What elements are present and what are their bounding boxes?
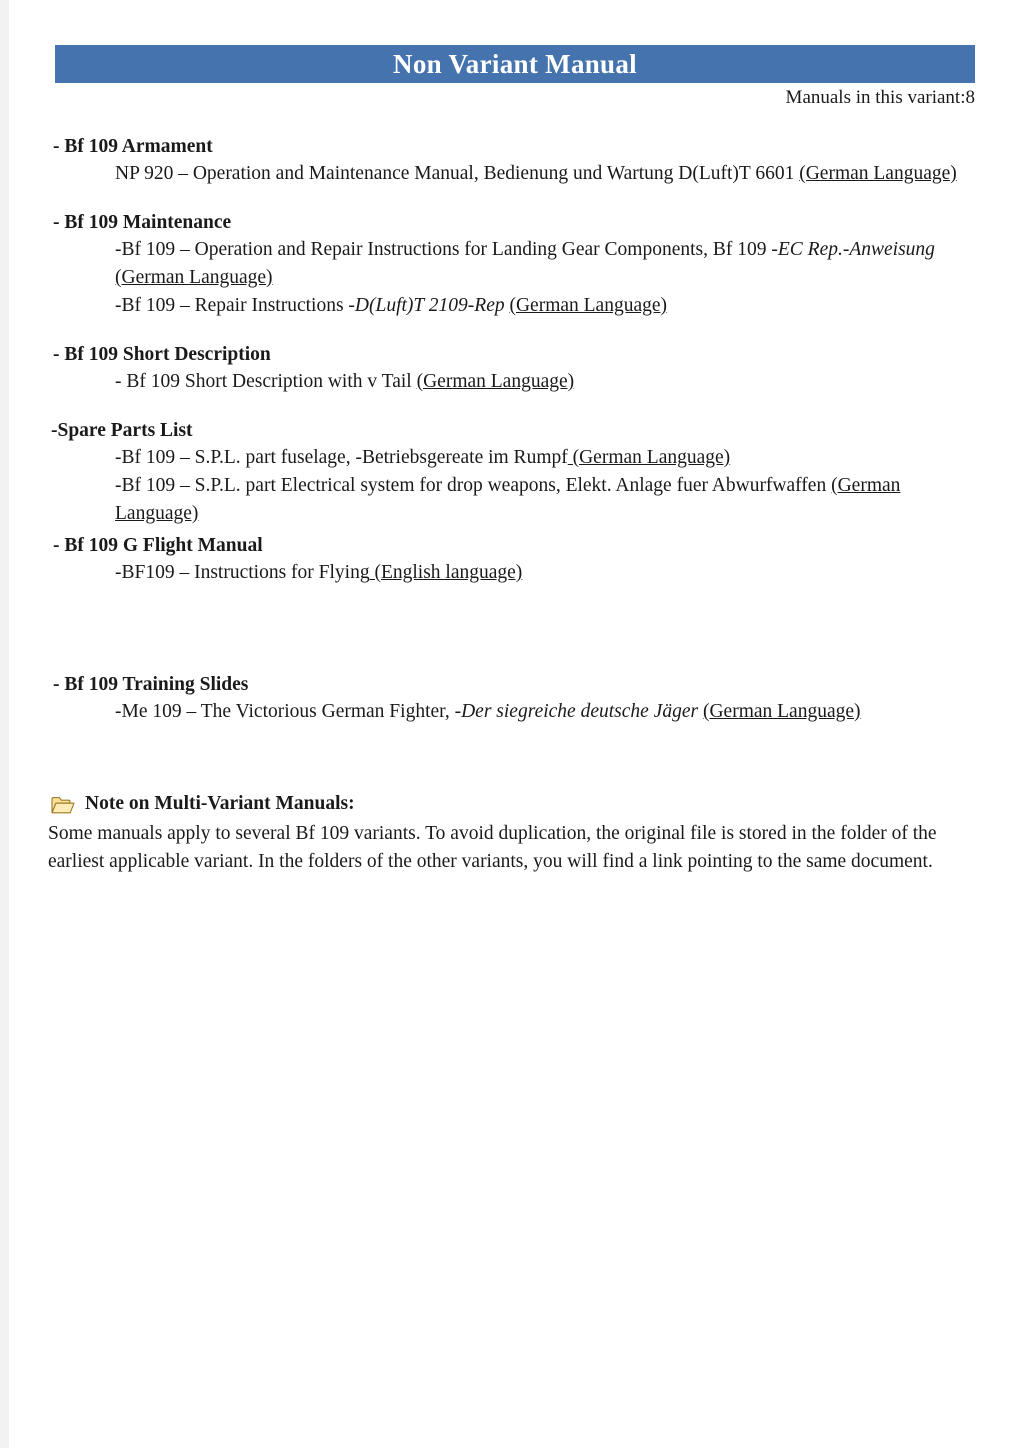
manual-count-label: Manuals in this variant:8 [785, 87, 975, 108]
entry-text: -Bf 109 – S.P.L. part fuselage, -Betriebsgereate im Rumpf [115, 447, 568, 468]
entry-text: -Der siegreiche deutsche Jäger [454, 701, 699, 722]
entry-text: -Bf 109 – Repair Instructions [115, 295, 349, 316]
manual-section [47, 532, 981, 587]
note-body-text: Some manuals apply to several Bf 109 variants. To avoid duplication, the original file is stored in the folder of the earliest applicable variant. In the folders of the other variants, you will find a link pointing to the same document. [48, 823, 937, 872]
manual-list [47, 133, 981, 726]
manual-entry [47, 292, 981, 320]
entry-text: -D(Luft)T 2109-Rep [348, 295, 510, 316]
manual-entry [47, 698, 981, 726]
language-link[interactable]: (German Language) [567, 447, 731, 468]
section-spacer [47, 188, 981, 209]
language-link[interactable]: (German Language) [115, 267, 273, 288]
manual-section [47, 671, 981, 726]
manual-entry [47, 160, 981, 188]
section-heading: - Bf 109 Armament [53, 136, 213, 157]
scan-edge-artifact [0, 0, 9, 1448]
manual-entry [47, 236, 981, 292]
title-banner [55, 45, 975, 83]
note-heading-row [47, 790, 981, 818]
language-link[interactable]: (German Language) [115, 475, 901, 524]
section-heading: - Bf 109 Maintenance [53, 212, 232, 233]
language-link[interactable]: (German Language) [702, 701, 861, 722]
entry-text: - Bf 109 Short Description with v Tail [115, 371, 417, 392]
page-title: Non Variant Manual [393, 48, 637, 79]
language-link[interactable]: (German Language) [416, 371, 575, 392]
language-link[interactable]: (English language) [369, 562, 523, 583]
entry-text: -Me 109 – The Victorious German Fighter, [115, 701, 455, 722]
multi-variant-note [47, 790, 981, 876]
entry-text: -BF109 – Instructions for Flying [115, 562, 370, 583]
entry-text: -Bf 109 – S.P.L. part Electrical system for drop weapons, Elekt. Anlage fuer Abwurfwaffen [115, 475, 832, 496]
folder-icon [51, 796, 75, 815]
manual-section [47, 341, 981, 396]
manual-section [47, 209, 981, 320]
section-spacer [47, 396, 981, 417]
section-heading: - Bf 109 Short Description [53, 344, 271, 365]
manual-section [47, 417, 981, 528]
section-heading: - Bf 109 Training Slides [53, 674, 249, 695]
section-spacer [47, 587, 981, 671]
note-heading-text: Note on Multi-Variant Manuals: [85, 793, 355, 814]
entry-text: -EC Rep.-Anweisung [771, 239, 935, 260]
section-spacer [47, 320, 981, 341]
language-link[interactable]: (German Language) [799, 163, 957, 184]
manual-entry [47, 444, 981, 472]
section-heading: - Bf 109 G Flight Manual [53, 535, 263, 556]
entry-text: -Bf 109 – Operation and Repair Instructions for Landing Gear Components, Bf 109 [115, 239, 772, 260]
manual-section [47, 133, 981, 188]
section-heading: -Spare Parts List [51, 420, 193, 441]
entry-text: NP 920 – Operation and Maintenance Manual, Bedienung und Wartung D(Luft)T 6601 [115, 163, 800, 184]
manual-entry [47, 472, 981, 528]
manual-entry [47, 559, 981, 587]
manual-entry [47, 368, 981, 396]
language-link[interactable]: (German Language) [509, 295, 668, 316]
